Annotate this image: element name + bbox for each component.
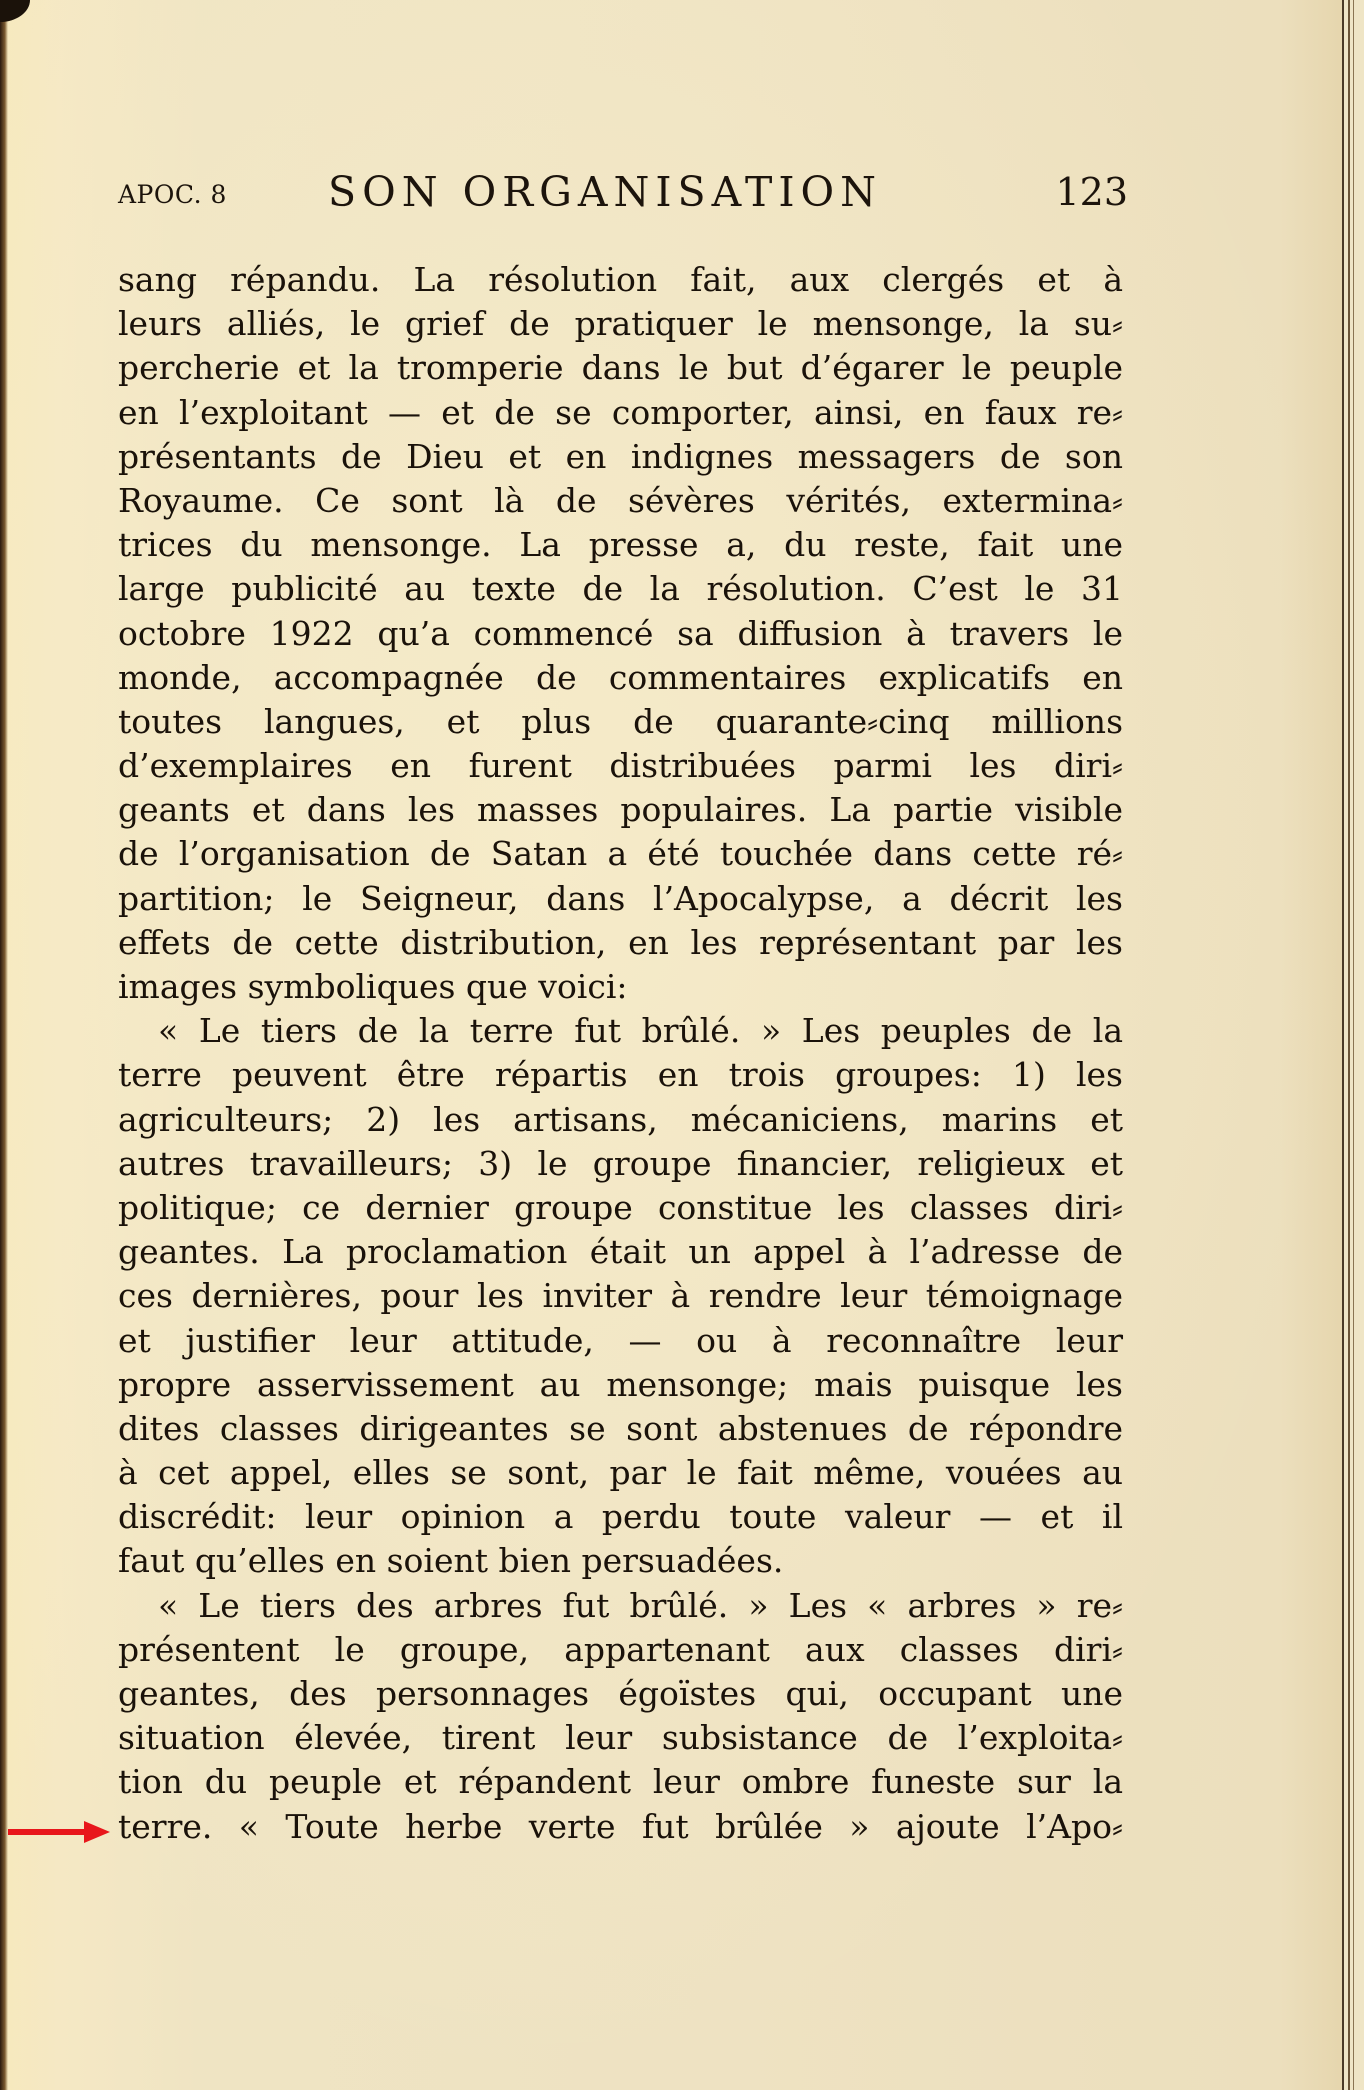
text-line: agriculteurs; 2) les artisans, mécaniciens, marins et bbox=[118, 1099, 1123, 1139]
text-line: « Le tiers de la terre fut brûlé. » Les peuples de la bbox=[158, 1011, 1123, 1051]
text-line: large publicité au texte de la résolution. C’est le 31 bbox=[118, 569, 1123, 609]
text-line: tion du peuple et répandent leur ombre funeste sur la bbox=[118, 1762, 1123, 1802]
text-line: effets de cette distribution, en les représentant par les bbox=[118, 922, 1123, 962]
text-line: à cet appel, elles se sont, par le fait même, vouées au bbox=[118, 1453, 1123, 1493]
text-line: geants et dans les masses populaires. La partie visible bbox=[118, 790, 1123, 830]
text-line: d’exemplaires en furent distribuées parmi les diri⸗ bbox=[118, 746, 1123, 786]
text-line: monde, accompagnée de commentaires explicatifs en bbox=[118, 657, 1123, 697]
text-line: en l’exploitant — et de se comporter, ainsi, en faux re⸗ bbox=[118, 392, 1123, 432]
page-corner bbox=[0, 0, 30, 22]
text-line: discrédit: leur opinion a perdu toute valeur — et il bbox=[118, 1497, 1123, 1537]
text-line: ces dernières, pour les inviter à rendre leur témoignage bbox=[118, 1276, 1123, 1316]
arrow-right-icon bbox=[8, 1821, 110, 1843]
body-text bbox=[118, 258, 1123, 1849]
text-line: autres travailleurs; 3) le groupe financier, religieux et bbox=[118, 1143, 1123, 1183]
text-line: et justifier leur attitude, — ou à reconnaître leur bbox=[118, 1320, 1123, 1360]
text-line: politique; ce dernier groupe constitue les classes diri⸗ bbox=[118, 1187, 1123, 1227]
text-line: Royaume. Ce sont là de sévères vérités, extermina⸗ bbox=[118, 480, 1123, 520]
text-line: geantes, des personnages égoïstes qui, occupant une bbox=[118, 1674, 1123, 1713]
text-line: terre. « Toute herbe verte fut brûlée » ajoute l’Apo⸗ bbox=[118, 1806, 1123, 1846]
page-title: SON ORGANISATION bbox=[328, 168, 883, 216]
text-line: terre peuvent être répartis en trois groupes: 1) les bbox=[118, 1055, 1123, 1095]
text-line: présentants de Dieu et en indignes messagers de son bbox=[118, 436, 1123, 476]
text-line: « Le tiers des arbres fut brûlé. » Les « arbres » re⸗ bbox=[158, 1585, 1123, 1625]
text-line: trices du mensonge. La presse a, du reste, fait une bbox=[118, 525, 1123, 565]
text-line: propre asservissement au mensonge; mais puisque les bbox=[118, 1364, 1123, 1404]
page-edge-lines bbox=[1342, 0, 1364, 2090]
chapter-reference: APOC. 8 bbox=[118, 180, 227, 209]
text-line: situation élevée, tirent leur subsistance de l’exploita⸗ bbox=[118, 1718, 1123, 1758]
page-gutter-shadow bbox=[0, 0, 8, 2090]
text-line: faut qu’elles en soient bien persuadées. bbox=[118, 1541, 784, 1581]
text-line: images symboliques que voici: bbox=[118, 967, 628, 1006]
text-line: dites classes dirigeantes se sont abstenues de répondre bbox=[118, 1408, 1123, 1448]
text-line: geantes. La proclamation était un appel à l’adresse de bbox=[118, 1232, 1123, 1272]
text-line: de l’organisation de Satan a été touchée dans cette ré⸗ bbox=[118, 834, 1123, 874]
text-line: présentent le groupe, appartenant aux classes diri⸗ bbox=[118, 1629, 1123, 1669]
text-line: partition; le Seigneur, dans l’Apocalypse, a décrit les bbox=[118, 878, 1123, 918]
text-line: sang répandu. La résolution fait, aux clergés et à bbox=[118, 260, 1123, 299]
text-line: percherie et la tromperie dans le but d’égarer le peuple bbox=[118, 348, 1123, 388]
text-line: leurs alliés, le grief de pratiquer le mensonge, la su⸗ bbox=[118, 304, 1123, 344]
running-head bbox=[118, 168, 1128, 218]
text-line: octobre 1922 qu’a commencé sa diffusion à travers le bbox=[118, 613, 1123, 653]
text-line: toutes langues, et plus de quarante⸗cinq millions bbox=[118, 701, 1123, 741]
page-number: 123 bbox=[1055, 170, 1128, 214]
